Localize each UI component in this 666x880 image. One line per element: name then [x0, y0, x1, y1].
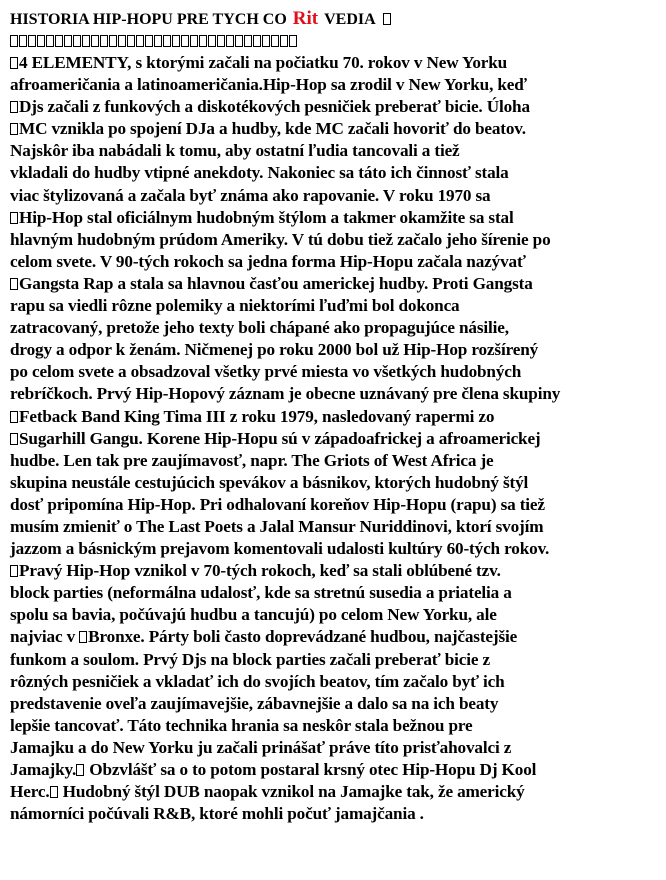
text-line: [10, 671, 662, 693]
missing-glyph-icon: [172, 35, 180, 47]
text-line: [10, 626, 662, 648]
text-line: [10, 516, 662, 538]
line-text: rôzných pesničiek a vkladať ich do svojích beatov, tím začalo byť ich: [10, 671, 505, 691]
line-text: Jamajku a do New Yorku ju začali prinášať práve títo prisťahovalci z: [10, 737, 512, 757]
line-text: najviac v: [10, 627, 80, 647]
missing-glyph-icon: [10, 57, 18, 69]
line-text: viac štylizovaná a začala byť známa ako rapovanie. V roku 1970 sa: [10, 185, 491, 205]
missing-glyph-icon: [28, 35, 36, 47]
line-text: Bronxe. Párty boli často doprevádzané hudbou, najčastejšie: [88, 627, 518, 647]
missing-glyph-icon: [10, 565, 18, 577]
line-text: skupina neustále cestujúcich spevákov a básnikov, ktorých hudobný štýl: [10, 472, 529, 492]
line-text: rapu sa viedli rôzne polemiky a niektorími ľuďmi bol dokonca: [10, 296, 460, 316]
line-text: námorníci počúvali R&B, ktoré mohli počuť jamajčania .: [10, 804, 424, 824]
title-highlight: Rit: [292, 8, 319, 29]
missing-glyph-icon: [271, 35, 279, 47]
line-text: po celom svete a obsadzoval všetky prvé miesta vo všetkých hudobných: [10, 362, 522, 382]
text-line: [10, 450, 662, 472]
missing-glyph-icon: [100, 35, 108, 47]
line-text: zatracovaný, pretože jeho texty boli chápané ako propagujúce násilie,: [10, 318, 509, 338]
text-line: [10, 207, 662, 229]
line-text: celom svete. V 90-tých rokoch sa jedna forma Hip-Hopu začala nazývať: [10, 251, 526, 271]
missing-glyph-icon: [208, 35, 216, 47]
missing-glyph-icon: [163, 35, 171, 47]
text-line: [10, 140, 662, 162]
title-prefix: HISTORIA HIP-HOPU PRE TYCH CO: [10, 11, 287, 28]
line-text: Gangsta Rap a stala sa hlavnou časťou americkej hudby. Proti Gangsta: [19, 273, 533, 293]
text-line: [10, 251, 662, 273]
line-text: Hip-Hop stal oficiálnym hudobným štýlom a takmer okamžite sa stal: [19, 207, 514, 227]
line-text: Obzvlášť sa o to potom postaral krsný otec Hip-Hopu Dj Kool: [85, 760, 537, 779]
missing-glyph-icon: [235, 35, 243, 47]
text-line: [10, 693, 662, 715]
missing-glyph-icon: [73, 35, 81, 47]
missing-glyph-icon: [244, 35, 252, 47]
missing-glyph-icon: [91, 35, 99, 47]
missing-glyph-icon: [145, 35, 153, 47]
text-line: [10, 162, 662, 184]
line-text: jazzom a básnickým prejavom komentovali udalosti kultúry 60-tých rokov.: [10, 539, 550, 559]
text-line: [10, 538, 662, 560]
missing-glyph-icon: [289, 35, 297, 47]
text-line: [10, 781, 662, 803]
document-title: [10, 8, 662, 30]
missing-glyph-icon: [10, 433, 18, 445]
missing-glyph-icon: [37, 35, 45, 47]
text-line: [10, 472, 662, 494]
missing-glyph-icon: [262, 35, 270, 47]
line-text: Jamajky.: [10, 760, 77, 779]
line-text: Herc.: [10, 782, 50, 802]
missing-glyph-icon: [109, 35, 117, 47]
text-line: [10, 604, 662, 626]
missing-glyph-icon: [55, 35, 63, 47]
missing-glyph-icon: [118, 35, 126, 47]
text-line: [10, 715, 662, 737]
missing-glyph-icon: [226, 35, 234, 47]
line-text: Fetback Band King Tima III z roku 1979, nasledovaný rapermi zo: [19, 406, 495, 426]
missing-glyph-icon: [10, 35, 18, 47]
missing-glyph-icon: [10, 278, 18, 290]
text-line: [10, 339, 662, 361]
line-text: Sugarhill Gangu. Korene Hip-Hopu sú v západoafrickej a afroamerickej: [19, 428, 541, 448]
line-text: funkom a soulom. Prvý Djs na block parties začali preberať bicie z: [10, 649, 490, 669]
text-line: [10, 74, 662, 96]
text-line: [10, 96, 662, 118]
body-text: [10, 52, 662, 825]
line-text: rebríčkoch. Prvý Hip-Hopový záznam je obecne uznávaný pre člena skupiny: [10, 384, 561, 404]
missing-glyph-icon: [46, 35, 54, 47]
missing-glyph-icon: [10, 411, 18, 423]
text-line: [10, 361, 662, 383]
text-line: [10, 295, 662, 317]
missing-glyph-icon: [10, 101, 18, 113]
line-text: afroameričania a latinoameričania.Hip-Hop sa zrodil v New Yorku, keď: [10, 75, 527, 95]
line-text: lepšie tancovať. Táto technika hrania sa neskôr stala bežnou pre: [10, 715, 473, 735]
missing-glyph-row: [10, 30, 662, 52]
text-line: [10, 273, 662, 295]
missing-glyph-icon: [253, 35, 261, 47]
missing-glyph-icon: [19, 35, 27, 47]
text-line: [10, 383, 662, 405]
text-line: [10, 428, 662, 450]
line-text: block parties (neformálna udalosť, kde sa stretnú susedia a priatelia a: [10, 583, 512, 603]
text-line: [10, 52, 662, 74]
line-text: Najskôr iba nabádali k tomu, aby ostatní ľudia tancovali a tiež: [10, 141, 460, 161]
missing-glyph-icon: [136, 35, 144, 47]
line-text: Hudobný štýl DUB naopak vznikol na Jamajke tak, že americký: [58, 782, 525, 802]
line-text: drogy a odpor k ženám. Ničmenej po roku 2000 bol už Hip-Hop rozšírený: [10, 340, 539, 360]
text-line: [10, 803, 662, 825]
missing-glyph-icon: [181, 35, 189, 47]
missing-glyph-icon: [76, 764, 84, 776]
line-text: spolu sa bavia, počúvajú hudbu a tancujú) po celom New Yorku, ale: [10, 605, 497, 625]
text-line: [10, 185, 662, 207]
text-line: [10, 649, 662, 671]
line-text: 4 ELEMENTY, s ktorými začali na počiatku 70. rokov v New Yorku: [19, 53, 508, 72]
line-text: Pravý Hip-Hop vznikol v 70-tých rokoch, keď sa stali oblúbené tzv.: [19, 561, 501, 581]
missing-glyph-icon: [217, 35, 225, 47]
missing-glyph-icon: [10, 123, 18, 135]
line-text: hlavným hudobným prúdom Ameriky. V tú dobu tiež začalo jeho šírenie po: [10, 229, 551, 249]
missing-glyph-icon: [383, 13, 391, 25]
text-line: [10, 737, 662, 759]
missing-glyph-icon: [190, 35, 198, 47]
text-line: [10, 560, 662, 582]
missing-glyph-icon: [10, 212, 18, 224]
line-text: vkladali do hudby vtipné anekdoty. Nakoniec sa táto ich činnosť stala: [10, 163, 509, 183]
missing-glyph-icon: [280, 35, 288, 47]
document-page: [10, 8, 662, 825]
missing-glyph-icon: [50, 786, 58, 798]
text-line: [10, 406, 662, 428]
text-line: [10, 759, 662, 781]
line-text: hudbe. Len tak pre zaujímavosť, napr. The Griots of West Africa je: [10, 450, 494, 470]
title-suffix: VEDIA: [324, 11, 375, 28]
missing-glyph-icon: [154, 35, 162, 47]
text-line: [10, 582, 662, 604]
line-text: dosť pripomína Hip-Hop. Pri odhalovaní koreňov Hip-Hopu (rapu) sa tiež: [10, 494, 545, 514]
text-line: [10, 317, 662, 339]
text-line: [10, 118, 662, 140]
line-text: MC vznikla po spojení DJa a hudby, kde MC začali hovoriť do beatov.: [19, 119, 526, 139]
line-text: predstavenie oveľa zaujímavejšie, zábavnejšie a dalo sa na ich beaty: [10, 693, 499, 713]
line-text: Djs začali z funkových a diskotékových pesničiek preberať bicie. Úloha: [19, 97, 530, 117]
missing-glyph-icon: [82, 35, 90, 47]
text-line: [10, 229, 662, 251]
missing-glyph-icon: [199, 35, 207, 47]
missing-glyph-icon: [64, 35, 72, 47]
text-line: [10, 494, 662, 516]
missing-glyph-icon: [127, 35, 135, 47]
missing-glyph-icon: [79, 631, 87, 643]
line-text: musím zmieniť o The Last Poets a Jalal Mansur Nuriddinovi, ktorí svojím: [10, 516, 544, 536]
